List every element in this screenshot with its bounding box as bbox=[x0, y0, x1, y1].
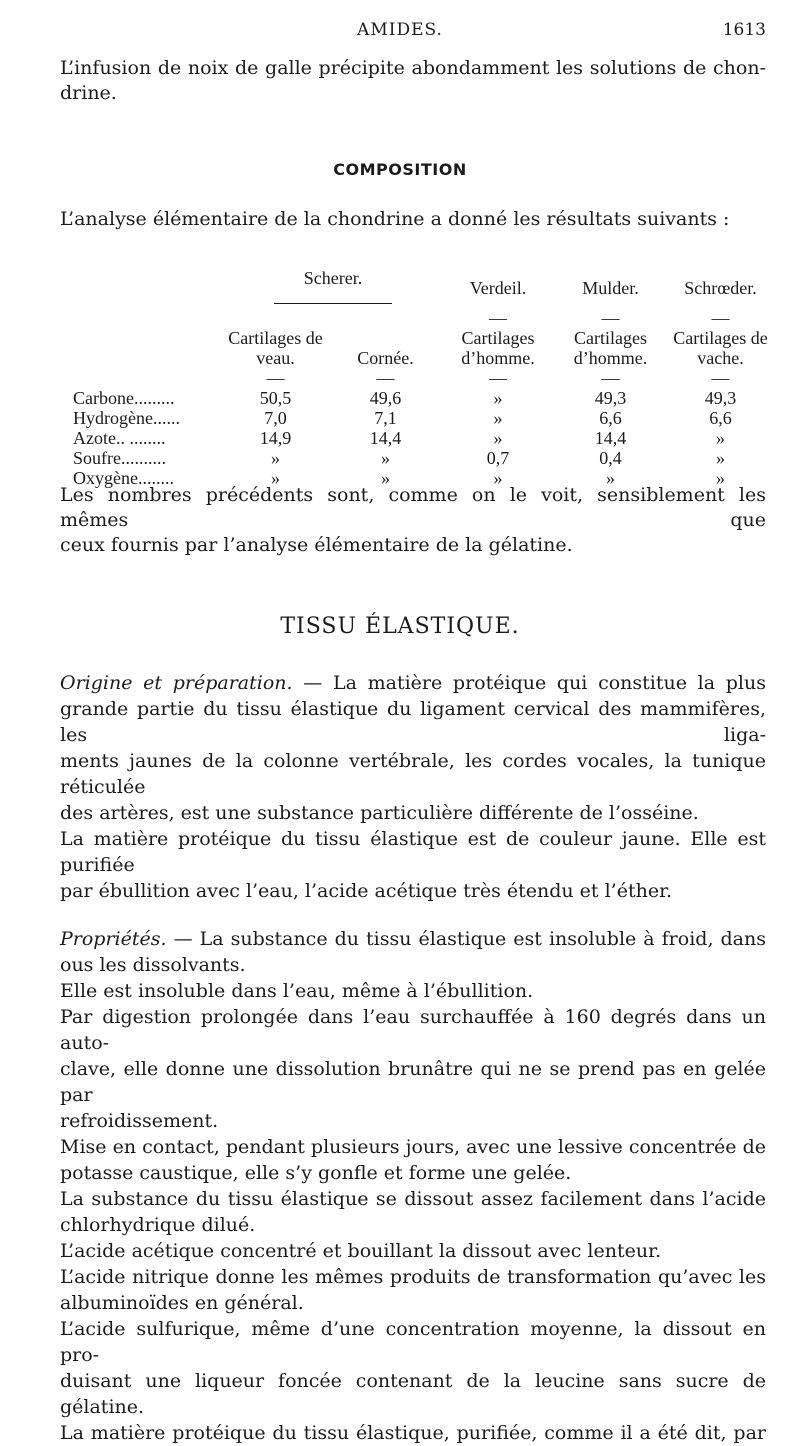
text-line: par ébullition avec l’eau, l’acide acétique très étendu et l’éther. bbox=[60, 880, 673, 902]
proprietes-text: — La substance du tissu élastique est insoluble à froid, dans bbox=[166, 928, 766, 950]
cell: » bbox=[716, 468, 725, 488]
cell: 0,4 bbox=[599, 448, 622, 468]
row-label: Carbone......... bbox=[73, 388, 175, 408]
cell: 6,6 bbox=[709, 408, 732, 428]
cell: 49,3 bbox=[704, 388, 737, 408]
dash: — bbox=[711, 368, 730, 388]
intro-line-1: L’infusion de noix de galle précipite abondamment les solutions de chon- bbox=[60, 57, 766, 79]
cell: 14,4 bbox=[594, 428, 627, 448]
text-line: La substance du tissu élastique se dissout assez facilement dans l’acide bbox=[60, 1188, 766, 1210]
composition-table bbox=[73, 268, 773, 488]
text-line: ments jaunes de la colonne vertébrale, les cordes vocales, la tunique réticulée bbox=[60, 750, 766, 798]
table-row bbox=[73, 448, 773, 468]
text-line: La matière protéique du tissu élastique, purifiée, comme il a été dit, par bbox=[60, 1422, 766, 1444]
cell: » bbox=[716, 448, 725, 468]
table-row bbox=[73, 388, 773, 408]
author-scherer: Scherer. bbox=[223, 268, 443, 308]
proprietes-heading: Propriétés. bbox=[60, 928, 167, 950]
section-title: TISSU ÉLASTIQUE. bbox=[280, 614, 520, 639]
dash: — bbox=[601, 368, 620, 388]
cell: 6,6 bbox=[599, 408, 622, 428]
cell: » bbox=[271, 468, 280, 488]
author-mulder: Mulder. bbox=[582, 278, 639, 298]
cell: 49,6 bbox=[369, 388, 402, 408]
author-verdeil: Verdeil. bbox=[469, 278, 527, 298]
dash: — bbox=[489, 308, 507, 328]
cell: » bbox=[716, 428, 725, 448]
dash: — bbox=[711, 308, 730, 328]
row-label: Hydrogène...... bbox=[73, 408, 180, 428]
cell: » bbox=[493, 428, 503, 448]
subheader-col-4: Cartilages d’homme. bbox=[573, 328, 648, 368]
intro-paragraph bbox=[60, 56, 766, 106]
proprietes-line-1 bbox=[60, 926, 766, 952]
cell: 0,7 bbox=[486, 448, 510, 468]
text-line: des artères, est une substance particulière différente de l’osséine. bbox=[60, 802, 699, 824]
subheader-col-3: Cartilages d’homme. bbox=[461, 328, 535, 368]
text-line: grande partie du tissu élastique du ligament cervical des mammifères, les liga- bbox=[60, 698, 766, 746]
subheader-col-5: Cartilages de vache. bbox=[673, 328, 768, 368]
running-head bbox=[0, 20, 800, 46]
origine-line-1 bbox=[60, 670, 766, 696]
origine-heading: Origine et préparation. bbox=[60, 672, 293, 694]
subheader-col-2: Cornée. bbox=[357, 348, 414, 368]
dash: — bbox=[266, 368, 285, 388]
cell: 7,0 bbox=[264, 408, 287, 428]
after-table-line-1: Les nombres précédents sont, comme on le voit, sensiblement les mêmes que bbox=[60, 484, 766, 531]
cell: » bbox=[606, 468, 615, 488]
dash: — bbox=[601, 308, 620, 328]
cell: 14,9 bbox=[259, 428, 292, 448]
cell: » bbox=[493, 408, 503, 428]
text-line: clave, elle donne une dissolution brunâtre qui ne se prend pas en gelée par bbox=[60, 1058, 766, 1106]
composition-heading: COMPOSITION bbox=[333, 160, 467, 179]
text-line: albuminoïdes en général. bbox=[60, 1292, 304, 1314]
cell: » bbox=[271, 448, 280, 468]
cell: 50,5 bbox=[259, 388, 292, 408]
text-line: La matière protéique du tissu élastique est de couleur jaune. Elle est purifiée bbox=[60, 828, 766, 876]
running-title: AMIDES. bbox=[357, 20, 443, 40]
text-line: refroidissement. bbox=[60, 1110, 219, 1132]
after-table-paragraph bbox=[60, 483, 766, 558]
text-line: Elle est insoluble dans l’eau, même à l’ébullition. bbox=[60, 980, 534, 1002]
row-label: Azote.. ........ bbox=[73, 428, 166, 448]
text-line: L’acide nitrique donne les mêmes produits de transformation qu’avec les bbox=[60, 1266, 766, 1288]
table-subheader-row bbox=[73, 328, 773, 368]
text-line: L’acide acétique concentré et bouillant la dissout avec lenteur. bbox=[60, 1240, 662, 1262]
analysis-sentence: L’analyse élémentaire de la chondrine a donné les résultats suivants : bbox=[60, 208, 730, 230]
text-line: ous les dissolvants. bbox=[60, 954, 246, 976]
table-author-row bbox=[73, 268, 773, 308]
text-line: L’acide sulfurique, même d’une concentration moyenne, la dissout en pro- bbox=[60, 1318, 766, 1366]
cell: » bbox=[493, 388, 503, 408]
row-label: Oxygène........ bbox=[73, 468, 174, 488]
cell: 49,3 bbox=[594, 388, 627, 408]
text-line: Mise en contact, pendant plusieurs jours, avec une lessive concentrée de bbox=[60, 1136, 766, 1158]
table-row bbox=[73, 408, 773, 428]
text-line: potasse caustique, elle s’y gonfle et forme une gelée. bbox=[60, 1162, 572, 1184]
origine-text: — La matière protéique qui constitue la plus bbox=[292, 672, 766, 694]
cell: 14,4 bbox=[369, 428, 402, 448]
row-label: Soufre.......... bbox=[73, 448, 166, 468]
text-line: Par digestion prolongée dans l’eau surchauffée à 160 degrés dans un auto- bbox=[60, 1006, 766, 1054]
author-schroeder: Schrœder. bbox=[684, 278, 757, 298]
dash: — bbox=[376, 368, 395, 388]
text-line: chlorhydrique dilué. bbox=[60, 1214, 256, 1236]
table-row bbox=[73, 428, 773, 448]
dash: — bbox=[489, 368, 507, 388]
main-text bbox=[60, 670, 766, 1446]
text-line: duisant une liqueur foncée contenant de la leucine sans sucre de gélatine. bbox=[60, 1370, 766, 1418]
cell: » bbox=[493, 468, 503, 488]
subheader-col-1: Cartilages de veau. bbox=[228, 328, 323, 368]
cell: » bbox=[381, 448, 390, 468]
page-number: 1613 bbox=[722, 20, 766, 40]
cell: » bbox=[381, 468, 390, 488]
scherer-underline bbox=[274, 303, 392, 304]
cell: 7,1 bbox=[374, 408, 397, 428]
intro-line-2: drine. bbox=[60, 82, 117, 104]
after-table-line-2: ceux fournis par l’analyse élémentaire de la gélatine. bbox=[60, 534, 573, 556]
